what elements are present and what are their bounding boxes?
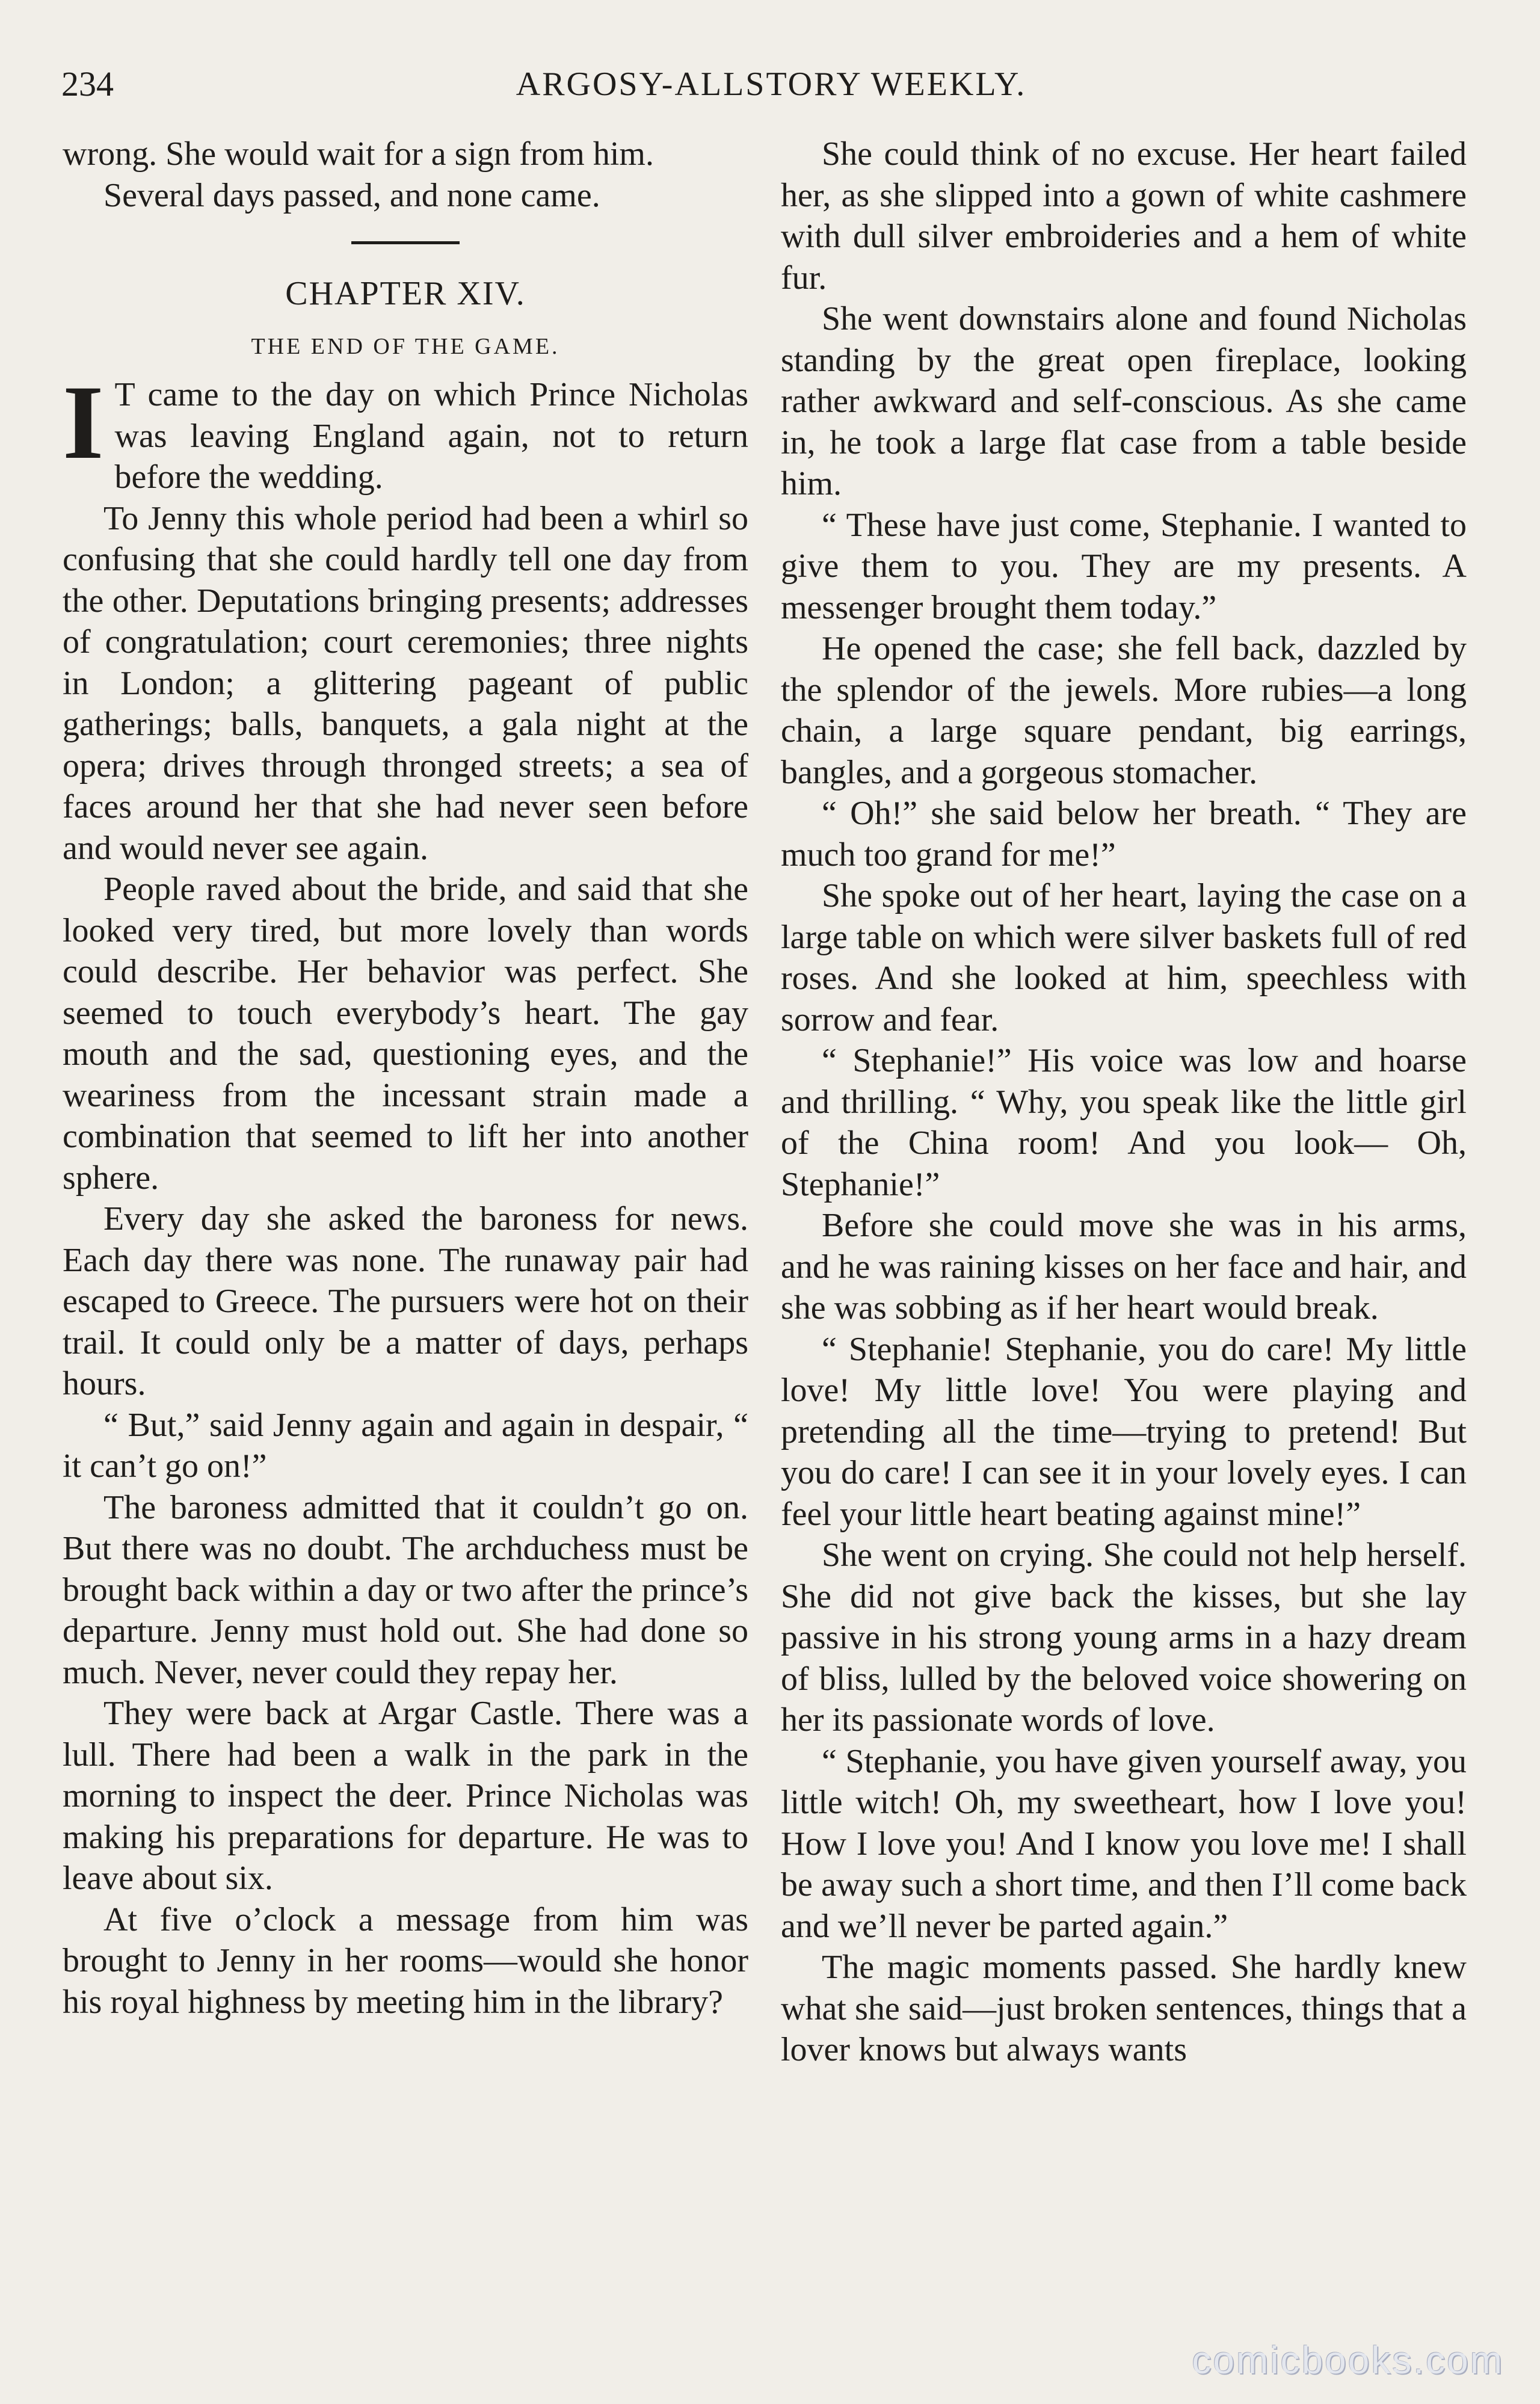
paragraph: “ These have just come, Stephanie. I wanted to give them to you. They are my presents. A messenger brought them today.” — [781, 506, 1467, 626]
paragraph: “ But,” said Jenny again and again in despair, “ it can’t go on!” — [63, 1406, 748, 1485]
watermark: comicbooks.com — [1192, 2338, 1504, 2382]
section-divider — [351, 241, 460, 244]
chapter-subtitle: THE END OF THE GAME. — [251, 334, 560, 359]
page-header — [61, 57, 1481, 111]
paragraph: To Jenny this whole period had been a whirl so confusing that she could hardly tell one day from the other. Deputations bringing presents; addresses of congratulation; court ceremonies; three nights in London; a glittering pageant of public gatherings; balls, banquets, a gala night at the opera; drives through thronged streets; a sea of faces around her that she had never seen before and would never see again. — [63, 499, 748, 867]
paragraph: He opened the case; she fell back, dazzled by the splendor of the jewels. More rubies—a long chain, a large square pendant, big earrings, bangles, and a gorgeous stomacher. — [781, 630, 1467, 791]
paragraph: She went downstairs alone and found Nicholas standing by the great open fireplace, looking rather awkward and self-conscious. As she came in, he took a large flat case from a table beside him. — [781, 300, 1467, 502]
paragraph: At five o’clock a message from him was brought to Jenny in her rooms—would she honor his royal highness by meeting him in the library? — [63, 1900, 748, 2021]
paragraph: They were back at Argar Castle. There was a lull. There had been a walk in the park in the morning to inspect the deer. Prince Nicholas was making his preparations for departure. He was to leave about six. — [63, 1695, 748, 1897]
chapter-title: CHAPTER XIV. — [285, 275, 526, 312]
paragraph: “ Stephanie! Stephanie, you do care! My little love! My little love! You were playing and pretending all the time—trying to pretend! But you do care! I can see it in your lovely eyes. I can feel your little heart beating against mine!” — [781, 1330, 1467, 1533]
paragraph: The magic moments passed. She hardly knew what she said—just broken sentences, things that a lover knows but always wants — [781, 1949, 1467, 2068]
paragraph: “ Stephanie!” His voice was low and hoarse and thrilling. “ Why, you speak like the little girl of the China room! And you look— Oh, Stephanie!” — [781, 1042, 1467, 1203]
paragraph: “ Oh!” she said below her breath. “ They are much too grand for me!” — [781, 795, 1467, 874]
paragraph: She went on crying. She could not help herself. She did not give back the kisses, but she lay passive in his strong young arms in a hazy dream of bliss, lulled by the beloved voice showering on her its passionate words of love. — [781, 1536, 1467, 1739]
right-column — [781, 134, 1467, 2071]
paragraph: wrong. She would wait for a sign from him. — [63, 135, 654, 173]
drop-cap: I — [63, 364, 104, 481]
left-column — [63, 134, 748, 2023]
paragraph-text: T came to the day on which Prince Nicholas was leaving England again, not to return before the wedding. — [114, 376, 748, 496]
paragraph: “ Stephanie, you have given yourself away, you little witch! Oh, my sweetheart, how I love you! How I love you! And I know you love me! I shall be away such a short time, and then I’ll come back and we’ll never be parted again.” — [781, 1742, 1467, 1945]
paragraph: Before she could move she was in his arms, and he was raining kisses on her face and hair, and she was sobbing as if her heart would break. — [781, 1207, 1467, 1327]
paragraph: Several days passed, and none came. — [103, 176, 600, 214]
page-number: 234 — [61, 64, 114, 103]
chapter-opening-paragraph — [63, 364, 748, 498]
paragraph: She spoke out of her heart, laying the case on a large table on which were silver baskets full of red roses. And she looked at him, speechless with sorrow and fear. — [781, 877, 1467, 1038]
paragraph: The baroness admitted that it couldn’t go on. But there was no doubt. The archduchess must be brought back within a day or two after the prince’s departure. Jenny must hold out. She had done so much. Never, never could they repay her. — [63, 1488, 748, 1691]
running-head: ARGOSY-ALLSTORY WEEKLY. — [516, 66, 1027, 103]
paragraph: Every day she asked the baroness for news. Each day there was none. The runaway pair had escaped to Greece. The pursuers were hot on their trail. It could only be a matter of days, perhaps hours. — [63, 1200, 748, 1402]
paragraph: She could think of no excuse. Her heart failed her, as she slipped into a gown of white cashmere with dull silver embroideries and a hem of white fur. — [781, 135, 1467, 297]
paragraph: People raved about the bride, and said that she looked very tired, but more lovely than words could describe. Her behavior was perfect. She seemed to touch everybody’s heart. The gay mouth and the sad, questioning eyes, and the weariness from the incessant strain made a combination that seemed to lift her into another sphere. — [63, 871, 748, 1197]
